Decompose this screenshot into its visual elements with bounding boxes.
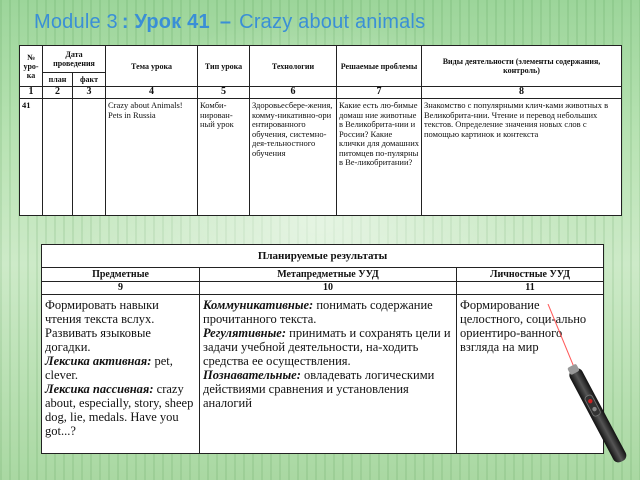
- col-number: 1: [20, 87, 43, 99]
- reg-text: принимать и сохранять цели и задачи учебной деятельности, на-ходить средства ее осуществления.: [203, 326, 451, 368]
- planned-results-title: Планируемые результаты: [42, 245, 604, 268]
- header-plan: план: [43, 73, 73, 87]
- title-dash: –: [219, 11, 232, 33]
- cog-text: овладевать логическими действиями сравнения и установления аналогий: [203, 368, 435, 410]
- header-fact: факт: [73, 73, 106, 87]
- header-activities: Виды деятельности (элементы содержания, контроль): [422, 46, 622, 87]
- cog-label: Познавательные:: [203, 368, 301, 382]
- col-number: 6: [250, 87, 337, 99]
- col-number: 5: [198, 87, 250, 99]
- slide-title: [34, 11, 634, 41]
- cell-plan: [43, 99, 73, 216]
- header-personal: Личностные УУД: [457, 268, 604, 282]
- cell-topic: Crazy about Animals! Pets in Russia: [106, 99, 198, 216]
- header-lesson-number: № уро-ка: [20, 46, 43, 87]
- results-number-row: [42, 282, 604, 295]
- passive-vocab-label: Лексика пассивная:: [45, 382, 154, 396]
- cell-fact: [73, 99, 106, 216]
- col-number: 3: [73, 87, 106, 99]
- col-number: 8: [422, 87, 622, 99]
- header-meta: Метапредметные УУД: [200, 268, 457, 282]
- lesson-table-number-row: [20, 87, 622, 99]
- passive-vocab-words: crazy about, especially, story, sheep dog, lie, medals. Have you got...?: [45, 382, 194, 438]
- header-subject: Предметные: [42, 268, 200, 282]
- cell-meta-results: [200, 295, 457, 454]
- col-number: 10: [200, 282, 457, 295]
- cell-problems: Какие есть лю-бимые домаш ние животные в Великобрита-нии и России? Какие клички для домашних питомцев по-пулярны в Ве-ликобритании?: [337, 99, 422, 216]
- header-type: Тип урока: [198, 46, 250, 87]
- cell-lesson-number: 41: [20, 99, 43, 216]
- col-number: 9: [42, 282, 200, 295]
- cell-subject-results: [42, 295, 200, 454]
- title-topic: Crazy about animals: [239, 11, 426, 33]
- active-vocab-label: Лексика активная:: [45, 354, 152, 368]
- lesson-table-header-row: [20, 46, 622, 73]
- header-problems: Решаемые проблемы: [337, 46, 422, 87]
- planned-results-header-row: [42, 245, 604, 268]
- comm-label: Коммуникативные:: [203, 298, 314, 312]
- active-vocab-words: pet, clever.: [45, 354, 173, 382]
- cell-personal-results: Формирование целостного, соци-ально ориентиро-ванного взгляда на мир: [457, 295, 604, 454]
- col-number: 4: [106, 87, 198, 99]
- table-row: [42, 295, 604, 454]
- title-lesson: : Урок 41: [121, 11, 210, 33]
- header-topic: Тема урока: [106, 46, 198, 87]
- title-module: Module 3: [34, 11, 118, 33]
- cell-type: Комби-нирован-ный урок: [198, 99, 250, 216]
- col-number: 7: [337, 87, 422, 99]
- header-date: Дата проведения: [43, 46, 106, 73]
- header-tech: Технологии: [250, 46, 337, 87]
- subject-skills-text: Формировать навыки чтения текста вслух. Развивать языковые догадки.: [45, 298, 159, 354]
- col-number: 11: [457, 282, 604, 295]
- results-columns-row: [42, 268, 604, 282]
- cell-activities: Знакомство с популярными клич-ками животных в Великобрита-нии. Чтение и перевод небольших текстов. Определение значения новых слов с помощью картинок и контекста: [422, 99, 622, 216]
- table-row: [20, 99, 622, 216]
- comm-text: понимать содержание прочитанного текста.: [203, 298, 433, 326]
- lesson-plan-table: [19, 45, 622, 216]
- laser-pointer-icon: [546, 304, 632, 470]
- reg-label: Регулятивные:: [203, 326, 286, 340]
- col-number: 2: [43, 87, 73, 99]
- planned-results-table: [41, 244, 604, 454]
- cell-tech: Здоровьесбере-жения, комму-никативно-ори ентированного обучения, системно-дея-тельностного обучения: [250, 99, 337, 216]
